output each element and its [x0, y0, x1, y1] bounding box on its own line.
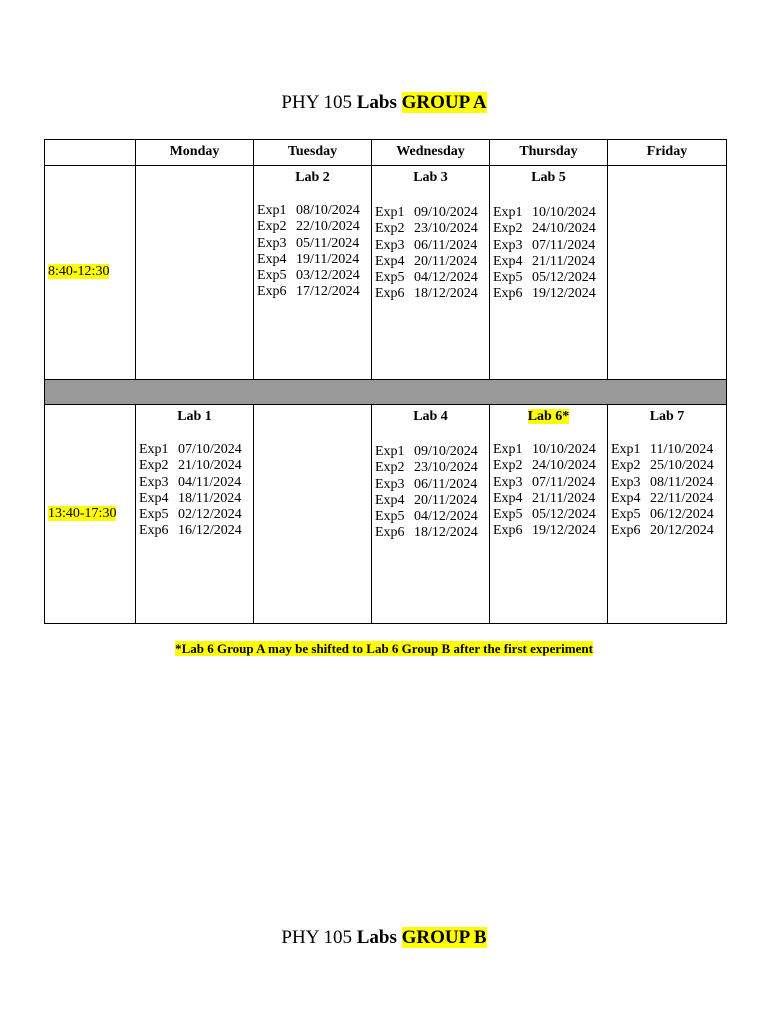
experiment-id: Exp6 — [257, 284, 287, 300]
experiment-row — [257, 268, 371, 284]
footnote-text: *Lab 6 Group A may be shifted to Lab 6 Group B after the first experiment — [175, 641, 593, 656]
experiment-id: Exp1 — [493, 442, 523, 457]
experiment-row — [611, 491, 726, 507]
experiment-id: Exp1 — [611, 442, 641, 457]
header-row — [45, 140, 727, 166]
experiment-id: Exp3 — [139, 474, 169, 490]
header-friday: Friday — [608, 140, 727, 166]
experiment-date: 19/12/2024 — [532, 286, 596, 302]
experiment-date: 04/11/2024 — [178, 474, 242, 490]
experiment-date: 06/12/2024 — [650, 507, 714, 523]
experiment-id: Exp5 — [493, 507, 523, 523]
lunch-separator-row — [45, 380, 727, 405]
experiment-id: Exp6 — [611, 523, 641, 539]
experiment-id: Exp4 — [375, 253, 405, 269]
experiment-date: 21/10/2024 — [178, 458, 242, 474]
title-group-badge: GROUP B — [401, 927, 487, 948]
experiment-id: Exp3 — [493, 237, 523, 253]
experiment-date: 04/12/2024 — [414, 509, 478, 525]
experiment-date: 20/11/2024 — [414, 492, 478, 508]
experiment-id: Exp6 — [493, 523, 523, 539]
experiment-id: Exp6 — [375, 286, 405, 302]
experiment-id: Exp3 — [375, 237, 405, 253]
experiment-row — [493, 286, 607, 302]
cell-pm-friday — [608, 405, 727, 624]
experiment-date: 06/11/2024 — [414, 476, 478, 492]
experiment-date: 23/10/2024 — [414, 221, 478, 237]
experiment-row — [139, 475, 253, 491]
title-course: PHY 105 — [281, 92, 352, 113]
time-label: 13:40-17:30 — [48, 505, 117, 521]
schedule-table-group-a — [44, 139, 727, 624]
experiment-date: 09/10/2024 — [414, 205, 478, 220]
experiment-list — [372, 205, 489, 303]
experiment-id: Exp1 — [493, 205, 523, 220]
lab-name: Lab 2 — [295, 170, 330, 185]
experiment-date: 07/10/2024 — [178, 442, 242, 457]
experiment-date: 21/11/2024 — [532, 490, 596, 506]
experiment-id: Exp2 — [493, 458, 523, 474]
experiment-row — [493, 523, 607, 539]
time-slot-morning — [45, 166, 136, 380]
experiment-id: Exp5 — [375, 270, 405, 286]
experiment-date: 07/11/2024 — [532, 237, 596, 253]
footnote — [0, 641, 768, 657]
experiment-id: Exp5 — [139, 507, 169, 523]
cell-pm-monday — [136, 405, 254, 624]
experiment-id: Exp6 — [139, 523, 169, 539]
experiment-date: 18/11/2024 — [178, 490, 242, 506]
experiment-date: 21/11/2024 — [532, 253, 596, 269]
experiment-date: 16/12/2024 — [178, 523, 242, 539]
experiment-list — [490, 442, 607, 540]
experiment-row — [257, 219, 371, 235]
lab-name: Lab 4 — [413, 409, 448, 424]
experiment-date: 18/12/2024 — [414, 525, 478, 541]
title-labs: Labs — [356, 92, 397, 113]
experiment-id: Exp3 — [375, 476, 405, 492]
title-labs: Labs — [356, 927, 397, 948]
experiment-row — [493, 221, 607, 237]
experiment-row — [375, 270, 489, 286]
experiment-row — [139, 523, 253, 539]
experiment-date: 05/12/2024 — [532, 270, 596, 286]
experiment-date: 05/12/2024 — [532, 507, 596, 523]
separator-bar — [45, 380, 727, 405]
experiment-date: 20/11/2024 — [414, 253, 478, 269]
experiment-date: 19/11/2024 — [296, 251, 360, 267]
cell-pm-wednesday — [372, 405, 490, 624]
experiment-id: Exp2 — [139, 458, 169, 474]
title-group-badge: GROUP A — [401, 92, 487, 113]
experiment-id: Exp3 — [257, 235, 287, 251]
experiment-date: 02/12/2024 — [178, 507, 242, 523]
cell-am-thursday — [490, 166, 608, 380]
experiment-date: 17/12/2024 — [296, 284, 360, 300]
header-tuesday: Tuesday — [254, 140, 372, 166]
experiment-date: 04/12/2024 — [414, 270, 478, 286]
experiment-row — [257, 236, 371, 252]
experiment-row — [611, 523, 726, 539]
experiment-id: Exp4 — [493, 490, 523, 506]
experiment-row — [375, 254, 489, 270]
experiment-list — [136, 442, 253, 540]
experiment-row — [493, 205, 607, 221]
experiment-id: Exp2 — [611, 458, 641, 474]
corner-cell — [45, 140, 136, 166]
experiment-row — [493, 507, 607, 523]
lab-title — [490, 166, 607, 186]
experiment-id: Exp4 — [375, 492, 405, 508]
experiment-id: Exp4 — [493, 253, 523, 269]
lab-name: Lab 7 — [649, 409, 685, 424]
experiment-id: Exp4 — [611, 490, 641, 506]
header-thursday: Thursday — [490, 140, 608, 166]
experiment-row — [139, 442, 253, 458]
header-wednesday: Wednesday — [372, 140, 490, 166]
lab-name: Lab 1 — [177, 409, 212, 424]
experiment-list — [372, 444, 489, 542]
experiment-date: 20/12/2024 — [650, 523, 714, 539]
cell-am-monday — [136, 166, 254, 380]
lab-name: Lab 6* — [527, 409, 570, 424]
experiment-row — [493, 270, 607, 286]
experiment-id: Exp2 — [493, 221, 523, 237]
experiment-date: 25/10/2024 — [650, 458, 714, 474]
experiment-id: Exp2 — [375, 221, 405, 237]
cell-am-tuesday — [254, 166, 372, 380]
experiment-date: 06/11/2024 — [414, 237, 478, 253]
experiment-id: Exp4 — [257, 251, 287, 267]
lab-title — [136, 405, 253, 425]
experiment-date: 18/12/2024 — [414, 286, 478, 302]
page-title-group-b — [0, 926, 768, 950]
experiment-date: 22/10/2024 — [296, 219, 360, 235]
experiment-row — [611, 507, 726, 523]
title-course: PHY 105 — [281, 927, 352, 948]
experiment-id: Exp5 — [611, 507, 641, 523]
cell-pm-tuesday — [254, 405, 372, 624]
experiment-date: 07/11/2024 — [532, 474, 596, 490]
experiment-date: 09/10/2024 — [414, 444, 478, 459]
cell-pm-thursday — [490, 405, 608, 624]
experiment-id: Exp1 — [257, 203, 287, 218]
experiment-date: 23/10/2024 — [414, 460, 478, 476]
experiment-row — [493, 475, 607, 491]
experiment-row — [493, 442, 607, 458]
experiment-date: 10/10/2024 — [532, 442, 596, 457]
experiment-id: Exp2 — [375, 460, 405, 476]
cell-am-wednesday — [372, 166, 490, 380]
experiment-id: Exp5 — [493, 270, 523, 286]
lab-name: Lab 5 — [531, 170, 566, 185]
time-label: 8:40-12:30 — [48, 264, 110, 280]
experiment-id: Exp6 — [493, 286, 523, 302]
lab-title — [608, 405, 726, 425]
experiment-date: 10/10/2024 — [532, 205, 596, 220]
experiment-row — [375, 509, 489, 525]
experiment-row — [375, 286, 489, 302]
experiment-row — [611, 458, 726, 474]
experiment-row — [257, 252, 371, 268]
experiment-row — [257, 203, 371, 219]
experiment-id: Exp3 — [493, 474, 523, 490]
lab-title — [490, 405, 607, 425]
experiment-id: Exp6 — [375, 525, 405, 541]
experiment-id: Exp1 — [139, 442, 169, 457]
lab-name: Lab 3 — [413, 170, 448, 185]
experiment-row — [375, 238, 489, 254]
lab-title — [372, 405, 489, 425]
experiment-row — [375, 493, 489, 509]
experiment-id: Exp1 — [375, 444, 405, 459]
experiment-row — [493, 238, 607, 254]
header-monday: Monday — [136, 140, 254, 166]
experiment-id: Exp1 — [375, 205, 405, 220]
experiment-row — [611, 442, 726, 458]
experiment-row — [139, 491, 253, 507]
experiment-id: Exp2 — [257, 219, 287, 235]
experiment-row — [611, 475, 726, 491]
morning-row — [45, 166, 727, 380]
experiment-row — [139, 507, 253, 523]
experiment-date: 24/10/2024 — [532, 221, 596, 237]
experiment-id: Exp4 — [139, 490, 169, 506]
experiment-date: 11/10/2024 — [650, 442, 714, 457]
experiment-date: 05/11/2024 — [296, 235, 360, 251]
experiment-row — [493, 458, 607, 474]
experiment-date: 08/10/2024 — [296, 203, 360, 218]
experiment-list — [608, 442, 726, 540]
experiment-date: 08/11/2024 — [650, 474, 714, 490]
experiment-row — [375, 477, 489, 493]
experiment-row — [493, 254, 607, 270]
experiment-row — [375, 205, 489, 221]
experiment-row — [375, 460, 489, 476]
experiment-date: 24/10/2024 — [532, 458, 596, 474]
lab-title — [254, 166, 371, 186]
experiment-row — [257, 284, 371, 300]
time-slot-afternoon — [45, 405, 136, 624]
experiment-date: 22/11/2024 — [650, 490, 714, 506]
experiment-row — [139, 458, 253, 474]
experiment-row — [375, 221, 489, 237]
experiment-row — [375, 525, 489, 541]
page-title-group-a — [0, 91, 768, 115]
cell-am-friday — [608, 166, 727, 380]
experiment-row — [375, 444, 489, 460]
afternoon-row — [45, 405, 727, 624]
experiment-id: Exp3 — [611, 474, 641, 490]
experiment-list — [254, 203, 371, 301]
lab-title — [372, 166, 489, 186]
experiment-list — [490, 205, 607, 303]
experiment-id: Exp5 — [257, 268, 287, 284]
experiment-id: Exp5 — [375, 509, 405, 525]
experiment-date: 03/12/2024 — [296, 268, 360, 284]
experiment-date: 19/12/2024 — [532, 523, 596, 539]
experiment-row — [493, 491, 607, 507]
